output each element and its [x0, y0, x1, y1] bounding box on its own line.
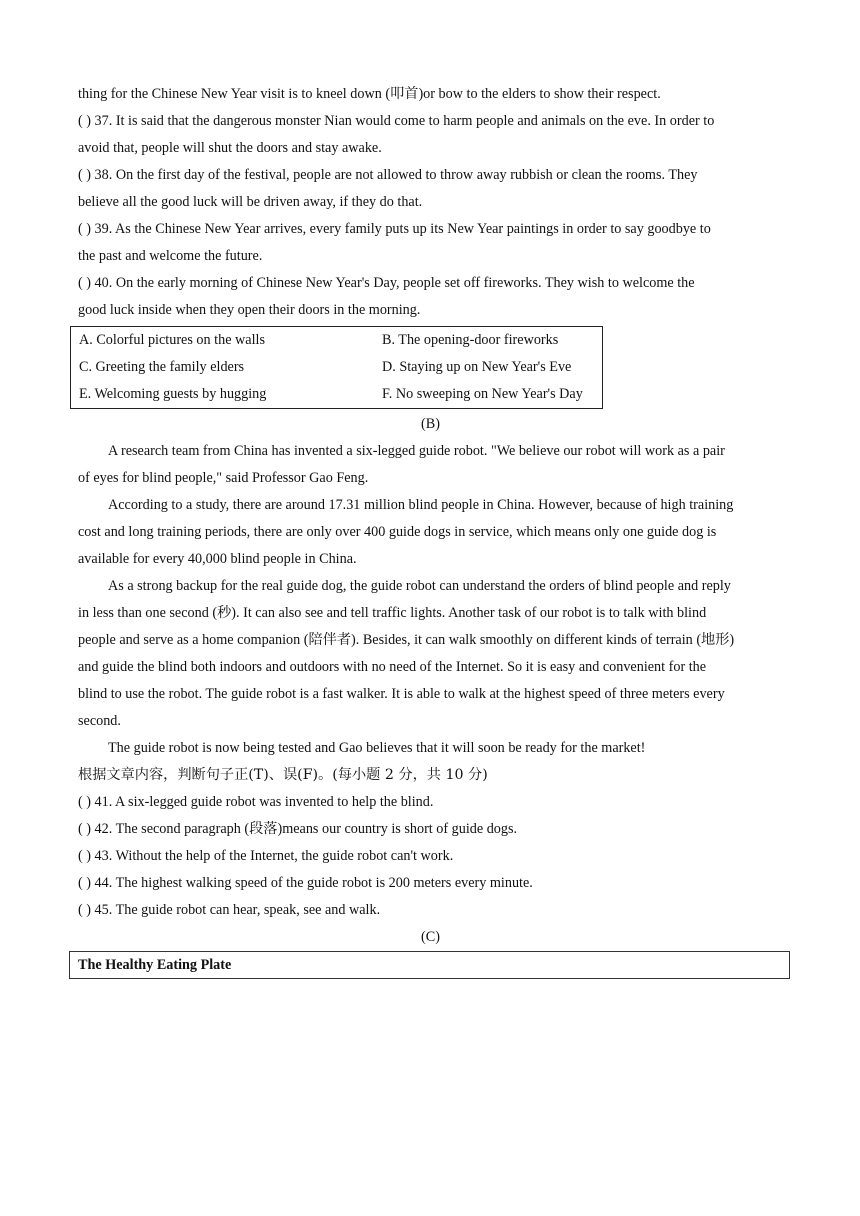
- part-b-question-43: [78, 843, 790, 870]
- paragraph-line: blind to use the robot. The guide robot is a fast walker. It is able to walk at the highest speed of three meters every: [78, 686, 725, 702]
- question-text-continued: the past and welcome the future.: [78, 248, 263, 264]
- question-text: Without the help of the Internet, the guide robot can't work.: [115, 848, 454, 864]
- question-text: A six-legged guide robot was invented to help the blind.: [115, 794, 434, 810]
- passage-paragraph-4: [78, 735, 790, 762]
- part-a-question-40: [78, 270, 790, 324]
- question-text: On the early morning of Chinese New Year's Day, people set off fireworks. They wish to welcome the: [115, 275, 695, 291]
- passage-paragraph-2: [78, 492, 790, 573]
- option-f: F. No sweeping on New Year's Day: [382, 386, 583, 402]
- part-b-question-44: [78, 870, 790, 897]
- part-b-question-45: [78, 897, 790, 924]
- question-text: The highest walking speed of the guide robot is 200 meters every minute.: [115, 875, 533, 891]
- options-row: [79, 381, 602, 408]
- option-a: A. Colorful pictures on the walls: [79, 332, 265, 348]
- paragraph-line: The guide robot is now being tested and Gao believes that it will soon be ready for the market!: [108, 740, 646, 756]
- part-a-question-37: [78, 108, 790, 162]
- part-b-question-41: [78, 789, 790, 816]
- part-a-lead-line: thing for the Chinese New Year visit is to kneel down (叩首)or bow to the elders to show their respect.: [78, 86, 661, 102]
- part-a-question-38: [78, 162, 790, 216]
- part-a-question-39: [78, 216, 790, 270]
- table-title-cell: The Healthy Eating Plate: [69, 951, 790, 979]
- question-number: ( ) 40.: [78, 275, 113, 291]
- document-page: [78, 81, 790, 979]
- question-number: ( ) 44.: [78, 875, 113, 891]
- question-text: On the first day of the festival, people are not allowed to throw away rubbish or clean the rooms. They: [115, 167, 698, 183]
- paragraph-line: of eyes for blind people," said Professor Gao Feng.: [78, 470, 369, 486]
- paragraph-line: second.: [78, 713, 121, 729]
- option-c: C. Greeting the family elders: [79, 359, 245, 375]
- question-number: ( ) 39.: [78, 221, 113, 237]
- option-b: B. The opening-door fireworks: [382, 332, 559, 348]
- paragraph-line: As a strong backup for the real guide dog, the guide robot can understand the orders of blind people and reply: [108, 578, 731, 594]
- paragraph-line: A research team from China has invented a six-legged guide robot. "We believe our robot will work as a pair: [108, 443, 725, 459]
- question-text-continued: believe all the good luck will be driven away, if they do that.: [78, 194, 423, 210]
- option-d: D. Staying up on New Year's Eve: [382, 359, 572, 375]
- question-text: The second paragraph (段落)means our country is short of guide dogs.: [115, 821, 518, 837]
- section-b-label: (B): [421, 416, 440, 432]
- paragraph-line: available for every 40,000 blind people in China.: [78, 551, 357, 567]
- instruction-line: 根据文章内容，判断句子正(T)、误(F)。(每小题 2 分，共 10 分): [78, 767, 488, 783]
- question-text: As the Chinese New Year arrives, every family puts up its New Year paintings in order to say goodbye to: [115, 221, 711, 237]
- passage-paragraph-1: [78, 438, 790, 492]
- part-b-question-42: [78, 816, 790, 843]
- question-number: ( ) 43.: [78, 848, 113, 864]
- options-row: [79, 354, 602, 381]
- paragraph-line: cost and long training periods, there are only over 400 guide dogs in service, which means only one guide dog is: [78, 524, 717, 540]
- question-number: ( ) 41.: [78, 794, 113, 810]
- paragraph-line: in less than one second (秒). It can also see and tell traffic lights. Another task of our robot is to talk with blind: [78, 605, 707, 621]
- question-number: ( ) 42.: [78, 821, 113, 837]
- options-row: [79, 327, 602, 354]
- section-c-label: (C): [421, 929, 440, 945]
- options-box: [70, 326, 603, 409]
- passage-paragraph-3: [78, 573, 790, 735]
- paragraph-line: According to a study, there are around 17.31 million blind people in China. However, because of high training: [108, 497, 734, 513]
- question-number: ( ) 37.: [78, 113, 113, 129]
- question-text: It is said that the dangerous monster Nian would come to harm people and animals on the eve. In order to: [115, 113, 715, 129]
- paragraph-line: people and serve as a home companion (陪伴者). Besides, it can walk smoothly on different kinds of terrain (地形): [78, 632, 735, 648]
- option-e: E. Welcoming guests by hugging: [79, 386, 267, 402]
- paragraph-line: and guide the blind both indoors and outdoors with no need of the Internet. So it is easy and convenient for the: [78, 659, 707, 675]
- question-text-continued: avoid that, people will shut the doors and stay awake.: [78, 140, 382, 156]
- question-text: The guide robot can hear, speak, see and walk.: [115, 902, 381, 918]
- question-number: ( ) 38.: [78, 167, 113, 183]
- question-number: ( ) 45.: [78, 902, 113, 918]
- question-text-continued: good luck inside when they open their doors in the morning.: [78, 302, 421, 318]
